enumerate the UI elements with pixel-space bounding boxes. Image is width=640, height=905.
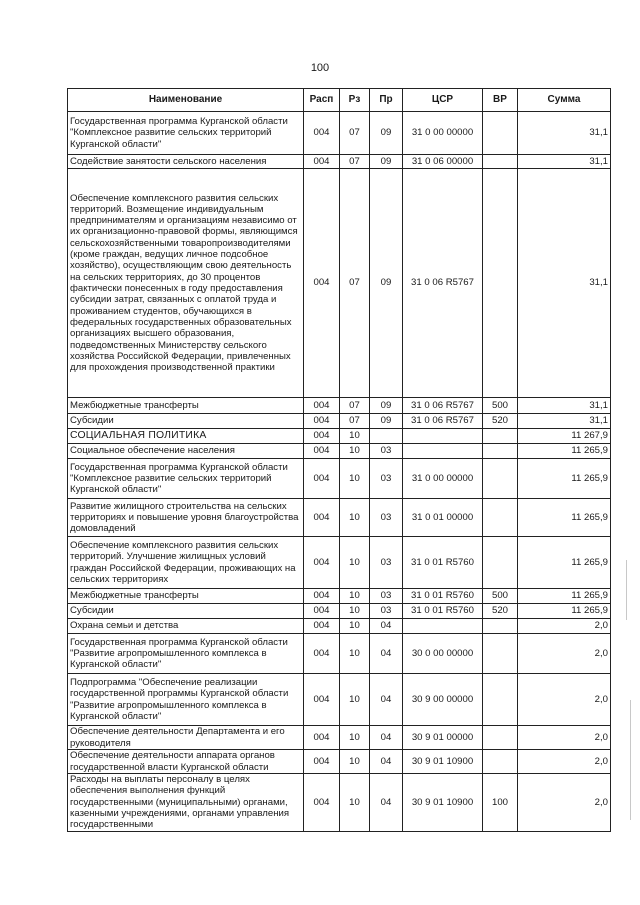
cell-csr: 30 9 00 00000	[403, 674, 483, 726]
cell-rz: 10	[340, 619, 370, 634]
cell-csr: 30 9 01 10900	[403, 774, 483, 832]
cell-csr: 31 0 06 R5767	[403, 169, 483, 398]
cell-pr: 03	[370, 444, 403, 459]
cell-name: Обеспечение комплексного развития сельских территорий. Возмещение индивидуальным предпринимателям и организациям независимо от их организационно-правовой формы, являющимся сельскохозяйственными товаропроизводителями (кроме граждан, ведущих личное подсобное хозяйство), осуществляющим свою деятельность на сельских территориях, до 30 процентов фактически понесенных в году предоставления субсидии затрат, связанных с оплатой труда и проживанием студентов, обучающихся в федеральных государственных образовательных организациях высшего образования, подведомственных Министерству сельского хозяйства Российской Федерации, привлеченных для прохождения производственной практики	[68, 169, 304, 398]
cell-pr: 09	[370, 414, 403, 429]
cell-rasp: 004	[304, 774, 340, 832]
cell-csr: 30 0 00 00000	[403, 634, 483, 674]
cell-rz: 10	[340, 604, 370, 619]
cell-rz: 10	[340, 634, 370, 674]
cell-vr	[483, 155, 518, 169]
table-row	[68, 537, 611, 589]
table-row	[68, 674, 611, 726]
cell-rasp: 004	[304, 589, 340, 604]
cell-pr	[370, 429, 403, 444]
cell-pr: 03	[370, 459, 403, 499]
cell-sum: 11 265,9	[518, 604, 611, 619]
cell-pr: 09	[370, 155, 403, 169]
cell-name: Охрана семьи и детства	[68, 619, 304, 634]
cell-sum: 2,0	[518, 726, 611, 750]
cell-sum: 31,1	[518, 414, 611, 429]
cell-sum: 31,1	[518, 155, 611, 169]
cell-name: Межбюджетные трансферты	[68, 398, 304, 414]
cell-pr: 04	[370, 726, 403, 750]
cell-rz: 10	[340, 726, 370, 750]
cell-rz: 10	[340, 537, 370, 589]
table-row	[68, 499, 611, 537]
cell-rasp: 004	[304, 726, 340, 750]
scan-edge-mark	[630, 700, 631, 820]
cell-vr	[483, 537, 518, 589]
header-rz: Рз	[340, 89, 370, 112]
table-row	[68, 398, 611, 414]
cell-rasp: 004	[304, 444, 340, 459]
table-row	[68, 155, 611, 169]
cell-pr: 03	[370, 537, 403, 589]
table-header	[68, 89, 611, 112]
cell-csr: 30 9 01 10900	[403, 750, 483, 774]
cell-pr: 03	[370, 589, 403, 604]
header-rasp: Расп	[304, 89, 340, 112]
cell-sum: 11 265,9	[518, 589, 611, 604]
cell-sum: 11 265,9	[518, 537, 611, 589]
cell-csr: 31 0 01 R5760	[403, 589, 483, 604]
cell-vr: 100	[483, 774, 518, 832]
budget-table	[67, 88, 611, 832]
cell-rz: 07	[340, 112, 370, 155]
cell-csr: 31 0 01 R5760	[403, 537, 483, 589]
cell-name: Обеспечение деятельности аппарата органов государственной власти Курганской области	[68, 750, 304, 774]
cell-vr: 500	[483, 589, 518, 604]
cell-rasp: 004	[304, 398, 340, 414]
table-row	[68, 604, 611, 619]
cell-name: Государственная программа Курганской области "Комплексное развитие сельских территорий Курганской области"	[68, 459, 304, 499]
cell-name: Государственная программа Курганской области "Комплексное развитие сельских территорий Курганской области"	[68, 112, 304, 155]
scan-edge-mark	[626, 560, 627, 620]
cell-rasp: 004	[304, 414, 340, 429]
header-pr: Пр	[370, 89, 403, 112]
cell-csr: 31 0 00 00000	[403, 459, 483, 499]
cell-vr	[483, 444, 518, 459]
cell-pr: 04	[370, 774, 403, 832]
cell-sum: 2,0	[518, 674, 611, 726]
cell-rz: 07	[340, 169, 370, 398]
cell-rasp: 004	[304, 112, 340, 155]
cell-rz: 10	[340, 774, 370, 832]
cell-rz: 07	[340, 398, 370, 414]
cell-name: Развитие жилищного строительства на сельских территориях и повышение уровня благоустройства домовладений	[68, 499, 304, 537]
table-row	[68, 414, 611, 429]
cell-pr: 04	[370, 750, 403, 774]
table-row	[68, 634, 611, 674]
header-row	[68, 89, 611, 112]
cell-name: СОЦИАЛЬНАЯ ПОЛИТИКА	[68, 429, 304, 444]
cell-csr: 31 0 06 R5767	[403, 414, 483, 429]
cell-vr: 500	[483, 398, 518, 414]
cell-rz: 07	[340, 414, 370, 429]
table-row	[68, 726, 611, 750]
cell-rz: 10	[340, 459, 370, 499]
header-name: Наименование	[68, 89, 304, 112]
cell-name: Обеспечение деятельности Департамента и его руководителя	[68, 726, 304, 750]
cell-rz: 07	[340, 155, 370, 169]
cell-vr	[483, 112, 518, 155]
cell-vr	[483, 459, 518, 499]
cell-csr: 31 0 00 00000	[403, 112, 483, 155]
cell-rasp: 004	[304, 634, 340, 674]
cell-csr	[403, 444, 483, 459]
table-row	[68, 429, 611, 444]
cell-vr	[483, 750, 518, 774]
cell-sum: 31,1	[518, 169, 611, 398]
cell-csr: 31 0 01 R5760	[403, 604, 483, 619]
cell-vr	[483, 619, 518, 634]
header-vr: ВР	[483, 89, 518, 112]
cell-vr	[483, 726, 518, 750]
cell-rasp: 004	[304, 169, 340, 398]
cell-rasp: 004	[304, 750, 340, 774]
cell-sum: 11 265,9	[518, 499, 611, 537]
cell-vr	[483, 499, 518, 537]
cell-rasp: 004	[304, 459, 340, 499]
cell-name: Государственная программа Курганской области "Развитие агропромышленного комплекса в Курганской области"	[68, 634, 304, 674]
header-csr: ЦСР	[403, 89, 483, 112]
cell-sum: 11 265,9	[518, 444, 611, 459]
cell-csr: 30 9 01 00000	[403, 726, 483, 750]
cell-csr	[403, 619, 483, 634]
header-sum: Сумма	[518, 89, 611, 112]
table-row	[68, 444, 611, 459]
cell-rasp: 004	[304, 499, 340, 537]
cell-name: Расходы на выплаты персоналу в целях обеспечения выполнения функций государственными (муниципальными) органами, казенными учреждениями, органами управления государственными	[68, 774, 304, 832]
cell-csr: 31 0 01 00000	[403, 499, 483, 537]
cell-rasp: 004	[304, 155, 340, 169]
table-body	[68, 112, 611, 832]
cell-pr: 04	[370, 619, 403, 634]
cell-rasp: 004	[304, 537, 340, 589]
cell-rz: 10	[340, 444, 370, 459]
cell-csr	[403, 429, 483, 444]
cell-csr: 31 0 06 00000	[403, 155, 483, 169]
cell-pr: 09	[370, 112, 403, 155]
cell-rz: 10	[340, 589, 370, 604]
cell-sum: 2,0	[518, 750, 611, 774]
cell-sum: 11 267,9	[518, 429, 611, 444]
table-row	[68, 774, 611, 832]
cell-pr: 04	[370, 674, 403, 726]
cell-pr: 04	[370, 634, 403, 674]
table-row	[68, 459, 611, 499]
cell-sum: 2,0	[518, 619, 611, 634]
table-row	[68, 112, 611, 155]
cell-name: Содействие занятости сельского населения	[68, 155, 304, 169]
cell-vr	[483, 429, 518, 444]
page-number: 100	[310, 62, 330, 74]
cell-sum: 31,1	[518, 398, 611, 414]
cell-pr: 09	[370, 169, 403, 398]
cell-name: Подпрограмма "Обеспечение реализации государственной программы Курганской области "Развитие агропромышленного комплекса в Курганской области"	[68, 674, 304, 726]
cell-pr: 03	[370, 499, 403, 537]
cell-name: Обеспечение комплексного развития сельских территорий. Улучшение жилищных условий граждан Российской Федерации, проживающих на сельских территориях	[68, 537, 304, 589]
cell-csr: 31 0 06 R5767	[403, 398, 483, 414]
table-row	[68, 589, 611, 604]
cell-sum: 31,1	[518, 112, 611, 155]
cell-name: Субсидии	[68, 604, 304, 619]
cell-vr	[483, 674, 518, 726]
table-row	[68, 619, 611, 634]
cell-rz: 10	[340, 750, 370, 774]
cell-name: Субсидии	[68, 414, 304, 429]
cell-rasp: 004	[304, 674, 340, 726]
cell-sum: 2,0	[518, 634, 611, 674]
cell-vr	[483, 634, 518, 674]
cell-rasp: 004	[304, 604, 340, 619]
cell-rasp: 004	[304, 429, 340, 444]
cell-vr: 520	[483, 414, 518, 429]
cell-rz: 10	[340, 499, 370, 537]
table-row	[68, 750, 611, 774]
cell-name: Социальное обеспечение населения	[68, 444, 304, 459]
cell-sum: 2,0	[518, 774, 611, 832]
cell-sum: 11 265,9	[518, 459, 611, 499]
cell-vr	[483, 169, 518, 398]
cell-pr: 03	[370, 604, 403, 619]
cell-rasp: 004	[304, 619, 340, 634]
cell-name: Межбюджетные трансферты	[68, 589, 304, 604]
table-row	[68, 169, 611, 398]
cell-vr: 520	[483, 604, 518, 619]
cell-rz: 10	[340, 674, 370, 726]
cell-rz: 10	[340, 429, 370, 444]
cell-pr: 09	[370, 398, 403, 414]
